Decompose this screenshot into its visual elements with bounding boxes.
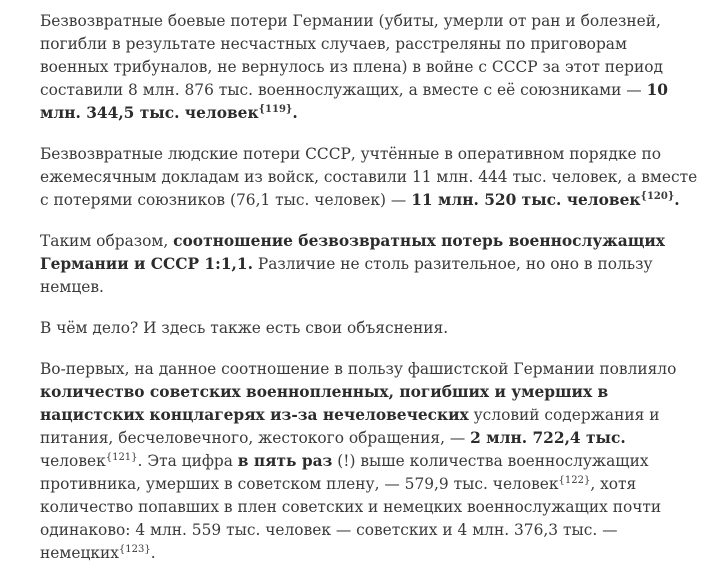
paragraph-pows bbox=[40, 358, 700, 565]
bold-figure: 2 млн. 722,4 тыс. bbox=[470, 429, 626, 447]
paragraph-question bbox=[40, 317, 700, 340]
bold-ratio: соотношение безвозвратных потерь военнослужащих Германии и СССР 1:1,1. bbox=[40, 232, 665, 273]
paragraph-text: , хотя количество попавших в плен советских и немецких военнослужащих почти одинаково: 4 млн. 559 тыс. человек — советских и 4 млн. 376,3 тыс. — немецких bbox=[40, 475, 662, 562]
footnote-ref-119[interactable]: {119} bbox=[258, 103, 293, 115]
paragraph-text: Безвозвратные людские потери СССР, учтённые в оперативном порядке по ежемесячным докладам из войск, составили 11 млн. 444 тыс. человек, а вместе с потерями союзников (76,1 тыс. человек) — bbox=[40, 145, 698, 209]
paragraph-end: . bbox=[150, 544, 156, 562]
paragraph-text: Таким образом, bbox=[40, 232, 174, 250]
paragraph-end: . bbox=[674, 191, 680, 209]
paragraph-ussr-losses bbox=[40, 143, 700, 212]
footnote-ref-122[interactable]: {122} bbox=[558, 474, 591, 486]
paragraph-text: . Эта цифра bbox=[137, 452, 238, 470]
bold-five-times: в пять раз bbox=[237, 452, 333, 470]
footnote-ref-121[interactable]: {121} bbox=[105, 451, 138, 463]
paragraph-text: Безвозвратные боевые потери Германии (убиты, умерли от ран и болезней, погибли в результате несчастных случаев, расстреляны по приговорам военных трибуналов, не вернулось из плена) в войне с СССР за этот период составили 8 млн. 876 тыс. военнослужащих, а вместе с её союзниками — bbox=[40, 12, 663, 99]
bold-figure: 11 млн. 520 тыс. человек bbox=[411, 191, 641, 209]
paragraph-text: (!) выше количества военнослужащих противника, умерших в советском плену, — 579,9 тыс. человек bbox=[40, 452, 649, 493]
bold-pow-count: количество советских военнопленных, погибших и умерших в нацистских концлагерях из-за нечеловеческих bbox=[40, 383, 609, 424]
paragraph-ratio bbox=[40, 230, 700, 299]
paragraph-text: В чём дело? И здесь также есть свои объяснения. bbox=[40, 319, 449, 337]
paragraph-text: условий содержания и питания, бесчеловечного, жестокого обращения, — bbox=[40, 406, 660, 447]
paragraph-german-losses bbox=[40, 10, 700, 125]
paragraph-text: Во-первых, на данное соотношение в пользу фашистской Германии повлияло bbox=[40, 360, 677, 378]
footnote-ref-120[interactable]: {120} bbox=[640, 190, 675, 202]
bold-figure: 10 млн. 344,5 тыс. человек bbox=[40, 81, 668, 122]
footnote-ref-123[interactable]: {123} bbox=[118, 543, 151, 555]
paragraph-text: человек bbox=[40, 452, 106, 470]
paragraph-end: . bbox=[292, 104, 298, 122]
paragraph-text-rest: Различие не столь разительное, но оно в пользу немцев. bbox=[40, 255, 653, 296]
article-body bbox=[40, 10, 700, 583]
